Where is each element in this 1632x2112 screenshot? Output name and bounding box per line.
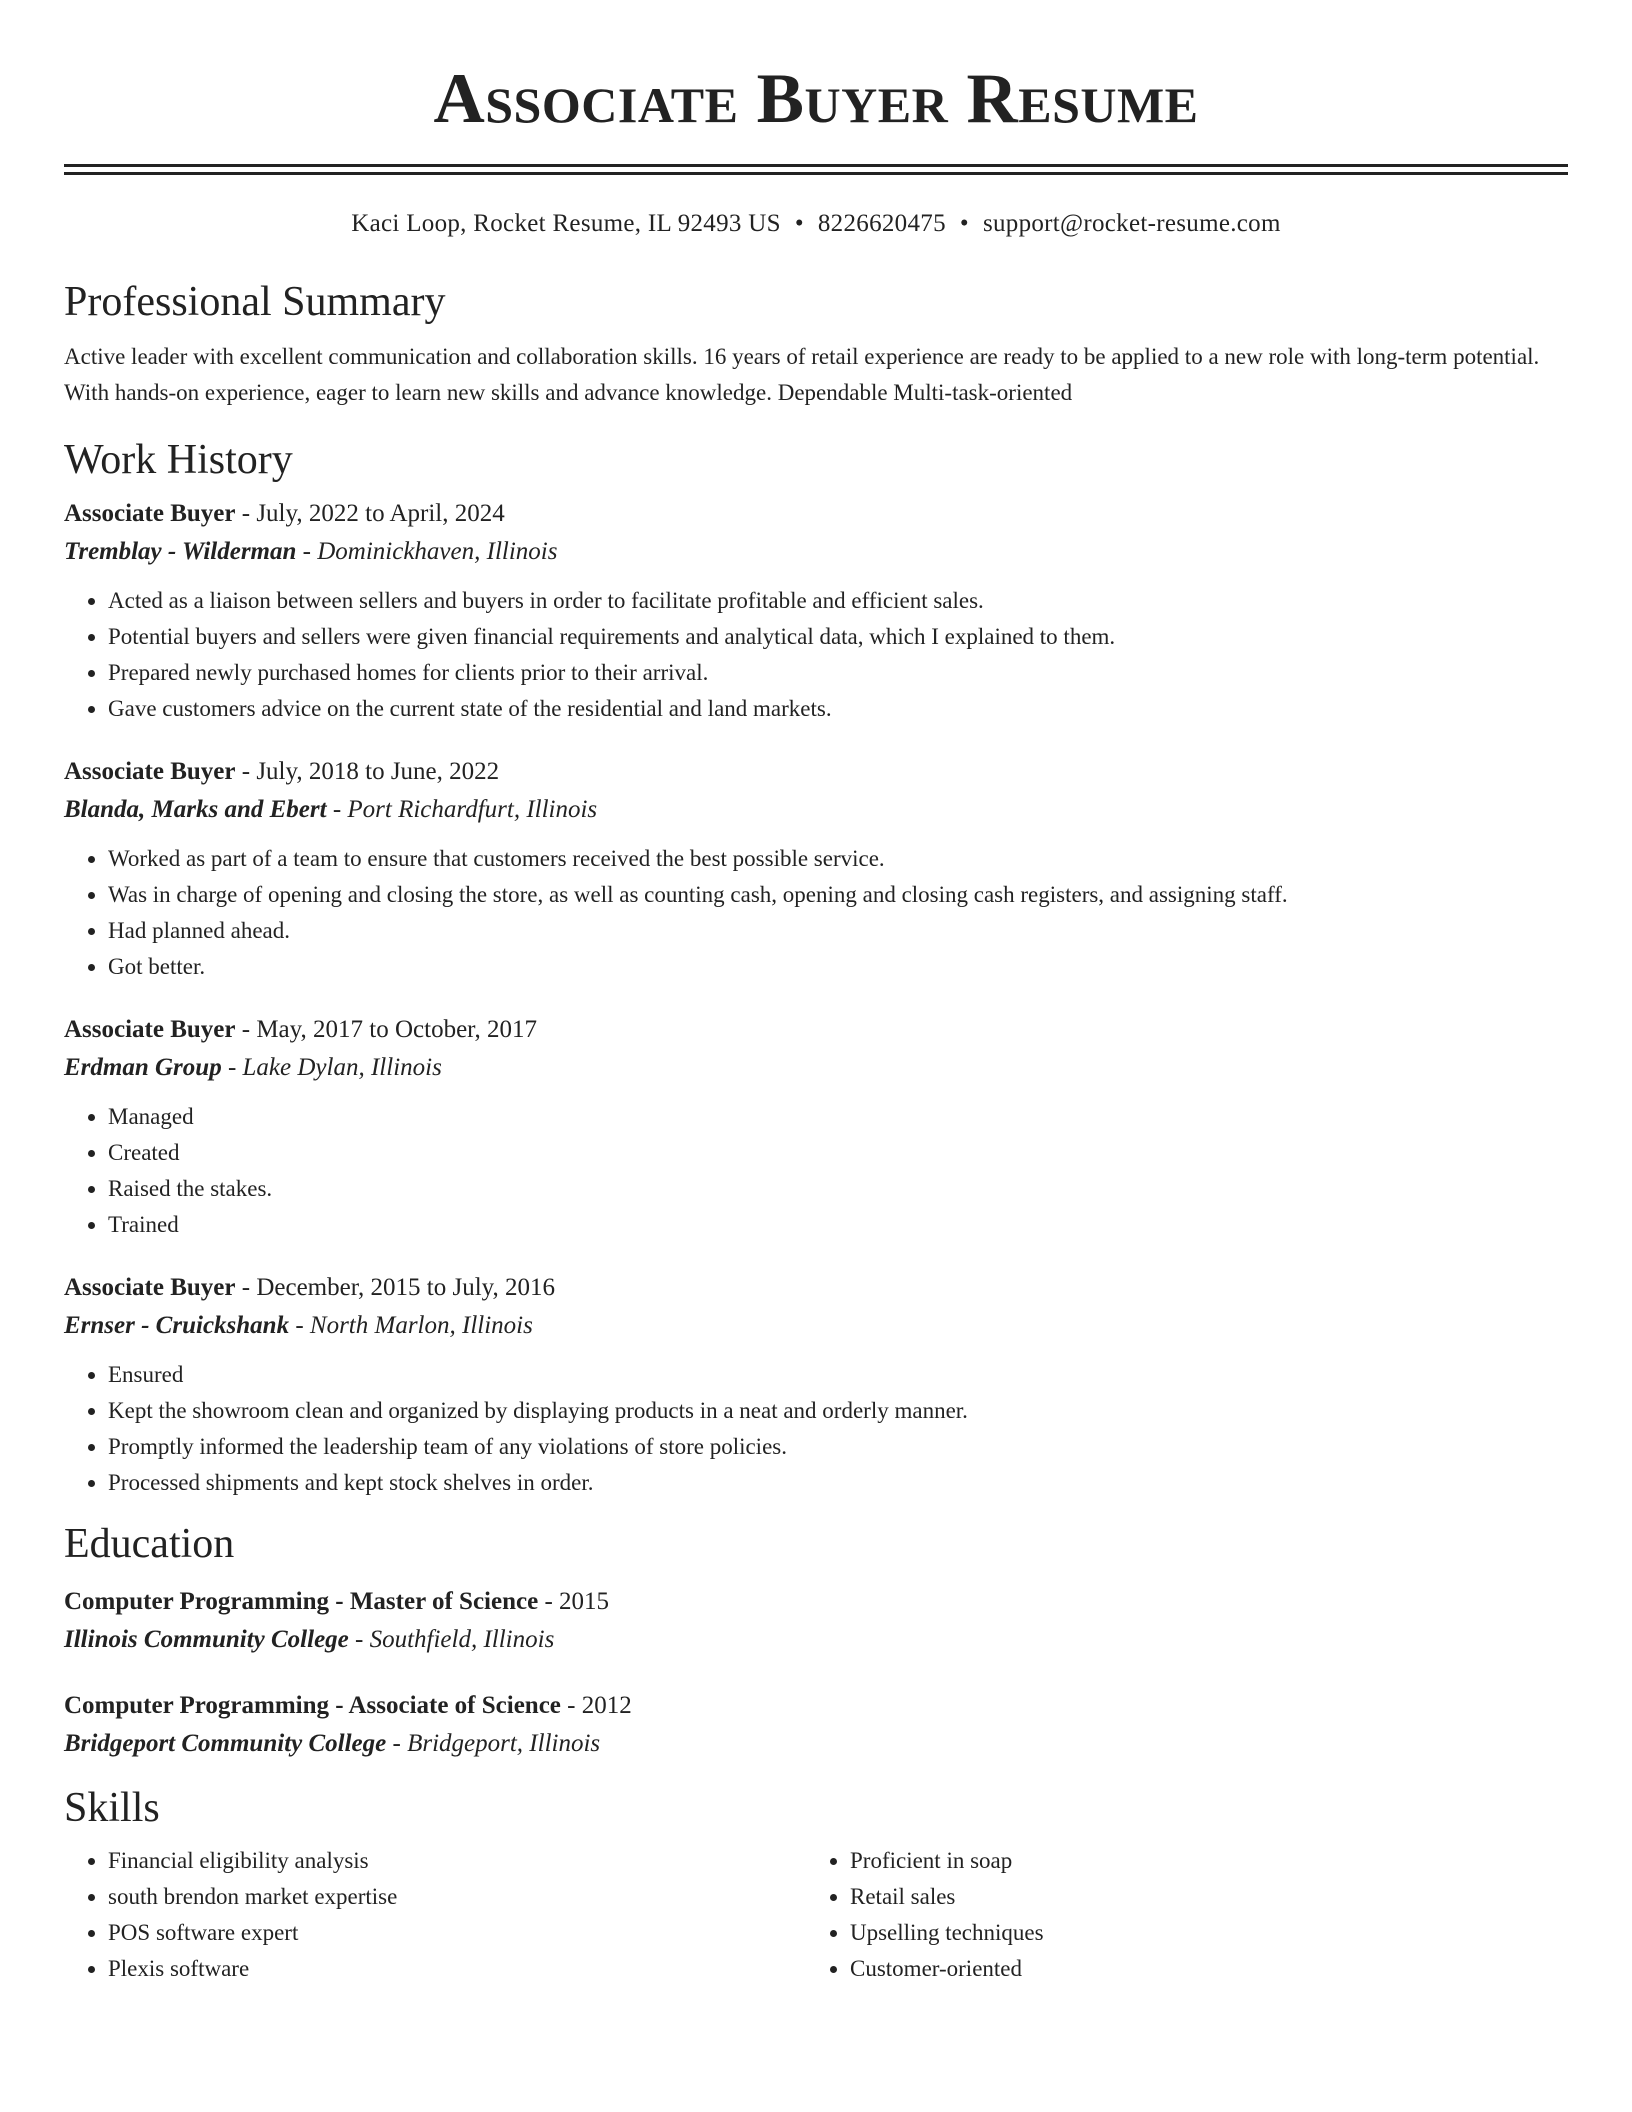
list-item: • Kept the showroom clean and organized by displaying products in a neat and orderly manner. — [108, 1393, 1568, 1429]
job-entry — [64, 1271, 1568, 1501]
job-header — [64, 755, 1568, 789]
education-entry — [64, 1585, 1568, 1657]
job-title: Associate Buyer — [64, 1016, 236, 1043]
contact-address: Kaci Loop, Rocket Resume, IL 92493 US — [351, 210, 781, 237]
job-company-line — [64, 793, 1568, 827]
job-company: Tremblay - Wilderman — [64, 538, 297, 565]
job-company-line — [64, 1309, 1568, 1343]
job-title: Associate Buyer — [64, 1274, 236, 1301]
list-item: • Was in charge of opening and closing the store, as well as counting cash, opening and closing cash registers, and assigning staff. — [108, 877, 1568, 913]
job-bullets — [64, 583, 1568, 727]
job-location: - Port Richardfurt, Illinois — [326, 796, 598, 823]
list-item: • south brendon market expertise — [108, 1879, 806, 1915]
job-entry — [64, 1013, 1568, 1243]
list-item: • Trained — [108, 1207, 1568, 1243]
list-item: • Retail sales — [850, 1879, 1548, 1915]
list-item: • Proficient in soap — [850, 1843, 1548, 1879]
skills-grid — [64, 1843, 1568, 1987]
list-item: • Raised the stakes. — [108, 1171, 1568, 1207]
contact-separator: • — [794, 210, 804, 237]
job-company: Blanda, Marks and Ebert — [64, 796, 327, 823]
list-item: • Upselling techniques — [850, 1915, 1548, 1951]
list-item: • Ensured — [108, 1357, 1568, 1393]
job-location: - Lake Dylan, Illinois — [221, 1054, 442, 1081]
job-bullets — [64, 841, 1568, 985]
education-year: - 2012 — [560, 1692, 632, 1719]
list-item: • Had planned ahead. — [108, 913, 1568, 949]
education-school: Illinois Community College — [64, 1626, 349, 1653]
job-dates: - December, 2015 to July, 2016 — [235, 1274, 556, 1301]
skills-list-left — [64, 1843, 806, 1987]
list-item: • POS software expert — [108, 1915, 806, 1951]
list-item: • Potential buyers and sellers were given financial requirements and analytical data, which I explained to them. — [108, 619, 1568, 655]
education-location: - Southfield, Illinois — [348, 1626, 555, 1653]
title-rule-top — [64, 164, 1568, 167]
list-item: • Prepared newly purchased homes for clients prior to their arrival. — [108, 655, 1568, 691]
education-school-line — [64, 1727, 1568, 1761]
list-item: • Financial eligibility analysis — [108, 1843, 806, 1879]
education-header — [64, 1689, 1568, 1723]
education-entry — [64, 1689, 1568, 1761]
education-header — [64, 1585, 1568, 1619]
job-company: Erdman Group — [64, 1054, 222, 1081]
job-company-line — [64, 535, 1568, 569]
list-item: • Plexis software — [108, 1951, 806, 1987]
skills-column-right — [806, 1843, 1548, 1987]
contact-email: support@rocket-resume.com — [982, 210, 1281, 237]
title-rule-bottom — [64, 172, 1568, 175]
job-entry — [64, 755, 1568, 985]
job-company-line — [64, 1051, 1568, 1085]
list-item: • Got better. — [108, 949, 1568, 985]
job-header — [64, 1271, 1568, 1305]
resume-content — [64, 0, 1568, 1987]
education-heading: Education — [64, 1521, 235, 1567]
skills-column-left — [64, 1843, 806, 1987]
job-bullets — [64, 1357, 1568, 1501]
job-dates: - May, 2017 to October, 2017 — [235, 1016, 537, 1043]
work-history-heading: Work History — [64, 437, 293, 483]
list-item: • Acted as a liaison between sellers and buyers in order to facilitate profitable and efficient sales. — [108, 583, 1568, 619]
education-school-line — [64, 1623, 1568, 1657]
job-header — [64, 497, 1568, 531]
skills-heading: Skills — [64, 1785, 160, 1831]
summary-text: Active leader with excellent communication and collaboration skills. 16 years of retail experience are ready to be applied to a new role with long-term potential. With hands-on experience, eager to learn new skills and advance knowledge. Dependable Multi-task-oriented — [64, 344, 1540, 405]
education-location: - Bridgeport, Illinois — [386, 1730, 601, 1757]
education-degree: Computer Programming - Master of Science — [64, 1588, 539, 1615]
list-item: • Managed — [108, 1099, 1568, 1135]
list-item: • Customer-oriented — [850, 1951, 1548, 1987]
job-header — [64, 1013, 1568, 1047]
skills-list-right — [806, 1843, 1548, 1987]
contact-line — [64, 209, 1568, 239]
list-item: • Worked as part of a team to ensure that customers received the best possible service. — [108, 841, 1568, 877]
job-bullets — [64, 1099, 1568, 1243]
summary-heading: Professional Summary — [64, 279, 446, 325]
education-degree: Computer Programming - Associate of Science — [64, 1692, 561, 1719]
list-item: • Created — [108, 1135, 1568, 1171]
job-company: Ernser - Cruickshank — [64, 1312, 290, 1339]
list-item: • Promptly informed the leadership team of any violations of store policies. — [108, 1429, 1568, 1465]
job-dates: - July, 2022 to April, 2024 — [235, 500, 505, 527]
job-title: Associate Buyer — [64, 758, 236, 785]
job-location: - North Marlon, Illinois — [289, 1312, 533, 1339]
job-entry — [64, 497, 1568, 727]
education-school: Bridgeport Community College — [64, 1730, 387, 1757]
resume-title: Associate Buyer Resume — [433, 60, 1199, 138]
contact-phone: 8226620475 — [817, 210, 946, 237]
education-year: - 2015 — [538, 1588, 610, 1615]
job-location: - Dominickhaven, Illinois — [296, 538, 558, 565]
list-item: • Processed shipments and kept stock shelves in order. — [108, 1465, 1568, 1501]
contact-separator: • — [959, 210, 969, 237]
job-dates: - July, 2018 to June, 2022 — [235, 758, 500, 785]
job-title: Associate Buyer — [64, 500, 236, 527]
list-item: • Gave customers advice on the current state of the residential and land markets. — [108, 691, 1568, 727]
